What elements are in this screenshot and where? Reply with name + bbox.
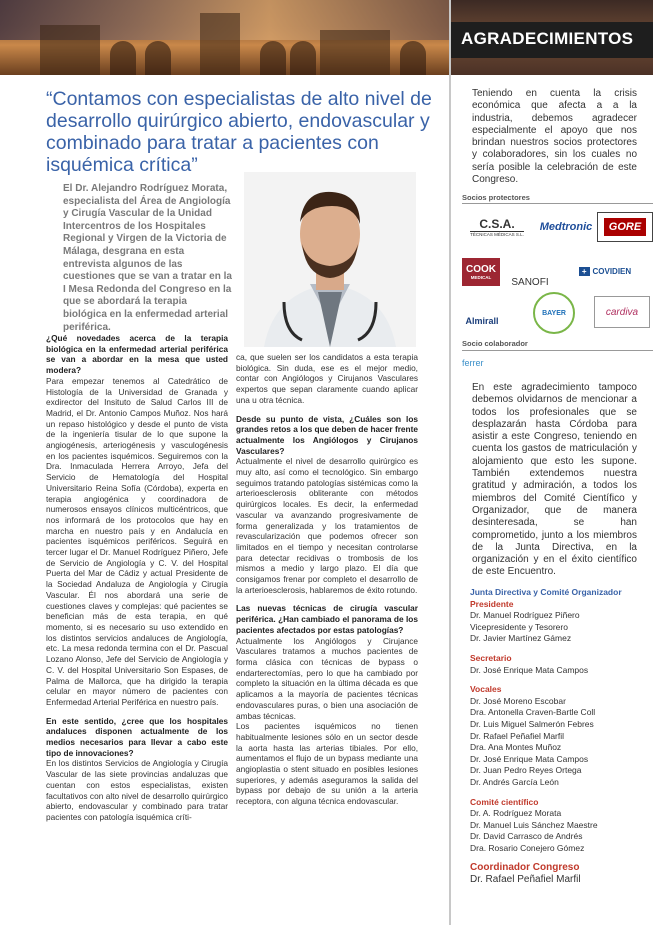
- ferrer-logo: ferrer: [462, 358, 484, 368]
- article-column-2: [236, 352, 418, 815]
- sanofi-logo: SANOFI: [511, 277, 549, 288]
- section-title: AGRADECIMIENTOS: [461, 29, 634, 48]
- thanks-paragraph-2: En este agradecimiento tampoco debemos olvidarnos de mencionar a todos los profesionales que se desplazarán hasta Córdoba para asistir a este Congreso, teniendo en cuenta los gastos de matriculación y alojamiento que esto les supone. También extendemos nuestra gratitud y admiración, a todos los miembros del Comité Científico y Organizador, que de manera desinteresada, se han comprometido, junto a los miembros de la Junta Directiva, en la organización y en el éxito científico de este Encuentro.: [472, 382, 637, 578]
- committee-member: Dr. Juan Pedro Reyes Ortega: [470, 765, 582, 776]
- question-1: ¿Qué novedades acerca de la terapia biológica en la enfermedad arterial periférica se van a abordar en la mesa que usted modera?: [46, 333, 228, 376]
- vocals-heading: Vocales: [470, 684, 502, 695]
- answer-2: En los distintos Servicios de Angiología y Cirugía Vascular de las siete provincias andaluzas que cuentan con estos especialistas, existen facultativos con alto nivel de desarrollo quirúrgico abierto, endovascular y combinado para tratar pacientes con patología isquémica críti-: [46, 758, 228, 822]
- column-divider: [449, 0, 451, 925]
- almirall-logo: Almirall: [465, 316, 499, 326]
- portrait-photo: [244, 172, 416, 347]
- committee-member: Dr. José Moreno Escobar: [470, 695, 566, 706]
- partners-heading: Socios protectores: [462, 193, 530, 202]
- committee-member: Dr. A. Rodríguez Morata: [470, 808, 562, 819]
- medtronic-logo: Medtronic: [539, 221, 593, 233]
- committee-member: Dra. Ana Montes Muñoz: [470, 742, 562, 753]
- secretary-heading: Secretario: [470, 652, 512, 663]
- question-2: En este sentido, ¿cree que los hospitales andaluces disponen actualmente de los medios necesarios para llevar a cabo este tipo de innovaciones?: [46, 715, 228, 758]
- committee-member: Dra. Rosario Conejero Gómez: [470, 842, 585, 853]
- coordinator-heading: Coordinador Congreso: [470, 862, 580, 874]
- question-4: Las nuevas técnicas de cirugía vascular periférica. ¿Han cambiado el panorama de los pacientes afectados por estas patologías?: [236, 603, 418, 635]
- cardiva-logo: cardiva: [594, 296, 650, 328]
- committee-member: Vicepresidente y Tesorero: [470, 621, 568, 632]
- committee-member: Dr. José Enrique Mata Campos: [470, 753, 589, 764]
- csa-logo: C.S.A. TÉCNICAS MÉDICAS S.L.: [470, 217, 524, 237]
- committee-member: Dr. Javier Martínez Gámez: [470, 633, 572, 644]
- answer-4: Actualmente los Angiólogos y Cirujance Vasculares tratamos a muchos pacientes de forma clásica con técnicas de bypass o endarterectomías, pero lo que ha cambiado por completo la situación en la última década es que aplicamos a la mayoría de pacientes técnicas endovasculares puras, o bien una asociación de ambas técnicas.: [236, 635, 418, 721]
- section-header: [451, 0, 653, 75]
- covidien-logo: + COVIDIEN: [557, 262, 653, 280]
- headline-quote: “Contamos con especialistas de alto nivel de desarrollo quirúrgico abierto, endovascular y combinado para tratar a pacientes con isquémica crítica”: [46, 88, 432, 176]
- collaborator-divider: [462, 350, 653, 351]
- committee-member: Dr. Andrés García León: [470, 776, 559, 787]
- committee-member: Dr. Manuel Luis Sánchez Maestre: [470, 819, 598, 830]
- bayer-logo: BAYER: [533, 292, 575, 334]
- committee-list: [470, 587, 640, 894]
- board-heading: Junta Directiva y Comité Organizador: [470, 587, 622, 597]
- committee-member: Dr. Rafael Peñafiel Marfil: [470, 730, 565, 741]
- committee-member: Dr. David Carrasco de Andrés: [470, 831, 583, 842]
- committee-member: Dr. Manuel Rodríguez Piñero: [470, 610, 580, 621]
- thanks-paragraph-1: Teniendo en cuenta la crisis económica que afecta a a la industria, debemos agradecer especialmente el apoyo que nos brindan nuestros socios protectores y colaboradores, sin los cuales no sería posible la celebración de este Congreso.: [472, 88, 637, 186]
- cook-logo: COOK MEDICAL: [462, 258, 500, 286]
- president-heading: Presidente: [470, 598, 514, 609]
- question-3: Desde su punto de vista, ¿Cuáles son los grandes retos a los que deben de hacer frente actualmente los Angiólogos y Cirujanos Vasculares?: [236, 413, 418, 456]
- collaborator-heading: Socio colaborador: [462, 339, 528, 348]
- header-photo: [0, 0, 449, 75]
- answer-1: Para empezar tenemos al Catedrático de Histología de la Universidad de Granada y exdirector del Insituto de Salud Carlos III de Madrid, el Dr. Antonio Campos Muñoz. Nos hará un repaso histológico y desde el punto de vista de la ingeniería tisular de lo que supone la angiogénesis, arteriogénesis y vasculogénesis en los pacientes isquémicos. Seguiremos con la Dra. Inmaculada Herrera Arroyo, Jefa del Servicio de Hematología del Hospital Universitario Reina Sofía (Córdoba), experta en terapia angiogénica y coordinadora de numerosos ensayos clínicos multicéntricos, que nos informará de los protocolos que hay en marcha en nuestro país y en Andalucía en pacientes isquémicos periféricos. Seguirá en tercer lugar el Dr. Manuel Rodríguez Piñero, Jefe de Servicio de Angiología y C. V. del Hospital Puerta del Mar de Cádiz y actual Presidente de la Sociedad Andaluza de Angiología y Cirugía Vascular. Él nos abordará una serie de cuestiones claves y complejas: qué pacientes se benefician más de esta terapia, en qué momento, si es necesario su uso extendido en los distintos servicios andaluces de Angiología, etc. La mesa redonda termina con el Dr. Pascual Lozano Alonso, Jefe del Servicio de Angiología y C. V. del Hospital Universitario Son Espases, de Palma de Mallorca, que ha dirigido la terapia celular en mayor número de pacientes con Enfermedad Arterial Periférica en nuestro país.: [46, 375, 228, 707]
- scientific-heading: Comité científico: [470, 796, 539, 807]
- committee-member: Dr. José Enrique Mata Campos: [470, 664, 589, 675]
- article-column-1: [46, 333, 228, 831]
- answer-3: Actualmente el nivel de desarrollo quirúrgico es muy alto, así como el tecnológico. Sin embargo seguimos tratando patologías sistémicas como la arterioesclerosis obliterante con métodos quirúrgicos locales. Es decir, la enfermedad vascular va avanzando progresivamente de forma generalizada y los tratamientos de revascularización que podemos ofrecer son limitados en el tiempo y necesitan controlarse para detectar recidivas o trombosis de los mismos a medio y largo plazo. El día que consigamos frenar por completo el desarrollo de la arterioesclerosis, hablaremos de éxito rotundo.: [236, 456, 418, 595]
- answer-4-continued: Los pacientes isquémicos no tienen habitualmente lesiones sólo en un sector desde la aorta hasta las arterias tibiales. Por ello, aumentamos el flujo de un bypass mediante una angioplastia o stent situado en posibles lesiones superiores, y además aseguramos la salida del bypass por debajo de su unión a la arteria receptora, con alguna técnica endovascular.: [236, 721, 418, 807]
- committee-member: Dr. Luis Miguel Salmerón Febres: [470, 718, 594, 729]
- partners-divider: [462, 203, 653, 204]
- committee-member: Dra. Antonella Craven-Bartle Coll: [470, 707, 596, 718]
- committee-member: Dr. Rafael Peñafiel Marfil: [470, 874, 581, 886]
- answer-2-continued: ca, que suelen ser los candidatos a esta terapia biológica. Sin duda, ese es el mejor medio, contar con Angiólogos y Cirujanos Vasculares expertos que sepan claramente cuando aplicar una u otra técnica.: [236, 352, 418, 405]
- lead-paragraph: El Dr. Alejandro Rodríguez Morata, especialista del Área de Angiología y Cirugía Vascular de la Unidad Intercentros de los Hospitales Regional y Virgen de la Victoria de Málaga, desgrana en esta entrevista algunos de las cuestiones que se van a tratar en la I Mesa Redonda del Congreso en la que se abordará la terapia biológica en la enfermedad arterial periférica.: [63, 183, 232, 333]
- gore-logo: GORE: [597, 212, 653, 242]
